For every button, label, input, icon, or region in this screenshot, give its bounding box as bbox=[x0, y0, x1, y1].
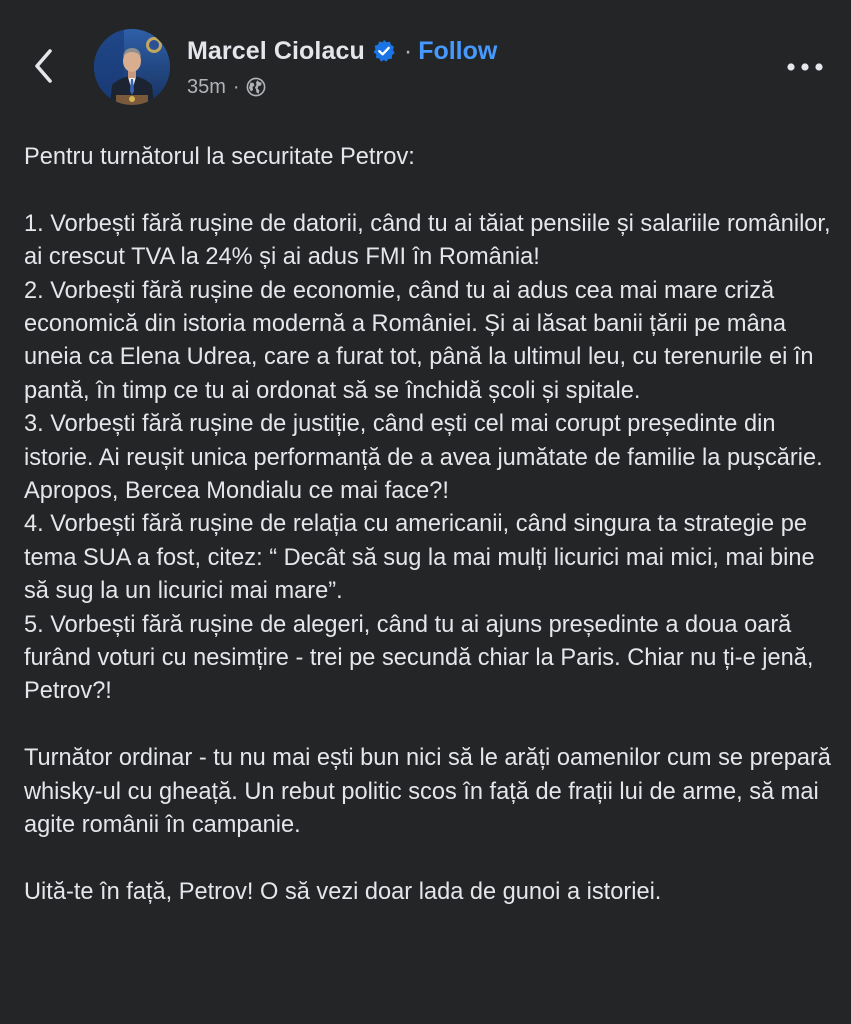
name-separator: · bbox=[403, 36, 413, 65]
more-horizontal-icon bbox=[780, 52, 830, 82]
more-options-button[interactable] bbox=[780, 52, 830, 82]
post-point-2: 2. Vorbești fără rușine de economie, când tu ai adus cea mai mare criză economică din istoria modernă a României. Și ai lăsat banii țării pe mâna uneia ca Elena Udrea, care a furat tot, până la ultimul leu, cu terenurile ei în pantă, în timp ce tu ai ordonat să se închidă școli și spitale. bbox=[24, 277, 821, 404]
post-closing: Uită-te în față, Petrov! O să vezi doar lada de gunoi a istoriei. bbox=[24, 878, 662, 905]
globe-icon[interactable] bbox=[246, 77, 266, 97]
author-name[interactable]: Marcel Ciolacu bbox=[187, 36, 365, 65]
post-point-1: 1. Vorbești fără rușine de datorii, când tu ai tăiat pensiile și salariile românilor, ai crescut TVA la 24% și ai adus FMI în România! bbox=[24, 210, 838, 271]
paragraph-gap bbox=[24, 709, 834, 742]
post-point-3: 3. Vorbești fără rușine de justiție, când ești cel mai corupt președinte din istorie. Ai reușit unica performanță de a avea jumătate de familie la pușcărie. Apropos, Bercea Mondialu ce mai face?! bbox=[24, 411, 828, 505]
meta-separator: · bbox=[232, 75, 240, 98]
post-timestamp[interactable]: 35m bbox=[187, 75, 226, 98]
profile-photo bbox=[94, 29, 170, 105]
follow-button[interactable]: Follow bbox=[418, 36, 498, 65]
paragraph-gap bbox=[24, 174, 834, 207]
post-text bbox=[24, 141, 838, 909]
post-intro: Pentru turnătorul la securitate Petrov: bbox=[24, 144, 415, 170]
back-arrow-icon bbox=[26, 46, 66, 86]
avatar[interactable] bbox=[94, 29, 170, 105]
post-point-4: 4. Vorbești fără rușine de relația cu americanii, când singura ta strategie pe tema SUA a fost, citez: “ Decât să sug la mai mulți licurici mai mici, mai bine să sug la un licurici mai mare”. bbox=[24, 511, 822, 605]
post-header bbox=[0, 0, 851, 120]
paragraph-gap bbox=[24, 843, 834, 876]
verified-badge-icon bbox=[372, 39, 396, 63]
post-point-5: 5. Vorbești fără rușine de alegeri, când tu ai ajuns președinte a doua oară furând voturi cu nesimțire - trei pe secundă chiar la Paris. Chiar nu ți-e jenă, Petrov?! bbox=[24, 611, 821, 705]
back-button[interactable] bbox=[26, 46, 66, 86]
post-paragraph: Turnător ordinar - tu nu mai ești bun nici să le arăți oamenilor cum se prepară whisky-ul cu gheață. Un rebut politic scos în față de frații lui de arme, să mai agite românii în campanie. bbox=[24, 745, 838, 839]
